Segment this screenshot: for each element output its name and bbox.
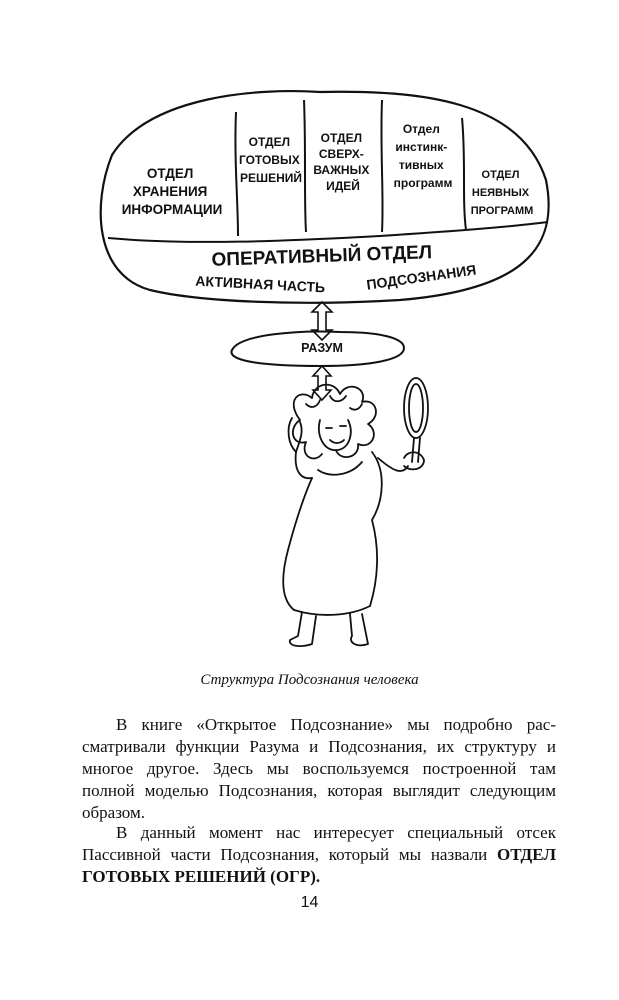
woman-with-mirror-illustration xyxy=(283,378,428,646)
figure-caption: Структура Подсознания человека xyxy=(200,672,419,688)
section-ready-decisions xyxy=(239,135,303,185)
section-instinct-line: Отдел xyxy=(402,122,440,136)
section-super-line: ОТДЕЛ xyxy=(320,131,362,145)
page-number: 14 xyxy=(300,894,319,911)
section-super-line: ВАЖНЫХ xyxy=(313,163,370,177)
paragraph-2-text: В данный момент нас интересует специальный отсек Пассивной части Подсознания, который мы назвали xyxy=(82,823,556,864)
section-storage-line: ХРАНЕНИЯ xyxy=(132,184,208,199)
double-arrow-icon xyxy=(312,302,332,340)
section-storage xyxy=(122,166,223,217)
section-implicit-line: НЕЯВНЫХ xyxy=(471,187,530,199)
section-instinctive-programs xyxy=(394,122,453,190)
section-implicit-programs xyxy=(471,169,534,217)
section-instinct-line: инстинк- xyxy=(395,140,448,154)
section-implicit-line: ОТДЕЛ xyxy=(481,169,520,181)
subconscious-label: ПОДСОЗНАНИЯ xyxy=(365,261,478,293)
active-part-label: АКТИВНАЯ ЧАСТЬ xyxy=(194,272,326,296)
section-implicit-line: ПРОГРАММ xyxy=(470,205,534,217)
section-super-line: СВЕРХ- xyxy=(318,147,364,161)
section-super-ideas xyxy=(313,131,372,193)
paragraph-2 xyxy=(82,822,556,888)
operative-department-label: ОПЕРАТИВНЫЙ ОТДЕЛ xyxy=(211,242,433,271)
section-ready-line: РЕШЕНИЙ xyxy=(240,171,302,185)
paragraph-2-bold-term: ОТДЕЛ ГОТОВЫХ РЕШЕНИЙ (ОГР). xyxy=(82,845,556,886)
section-super-line: ИДЕЙ xyxy=(326,179,360,193)
section-ready-line: ОТДЕЛ xyxy=(248,135,290,149)
paragraph-1: В книге «Открытое Подсознание» мы подробно рассматривали функции Разума и Подсознания, их структуру и многое другое. Здесь мы воспользуемся построенной там полной моделью Подсознания, которая выглядит следующим образом. xyxy=(82,715,556,822)
section-instinct-line: тивных xyxy=(398,158,444,172)
section-ready-line: ГОТОВЫХ xyxy=(238,153,300,167)
section-instinct-line: программ xyxy=(393,176,453,190)
section-storage-line: ИНФОРМАЦИИ xyxy=(121,202,223,217)
mind-label: РАЗУМ xyxy=(301,341,343,355)
double-arrow-icon xyxy=(313,366,331,400)
section-storage-line: ОТДЕЛ xyxy=(146,166,194,181)
